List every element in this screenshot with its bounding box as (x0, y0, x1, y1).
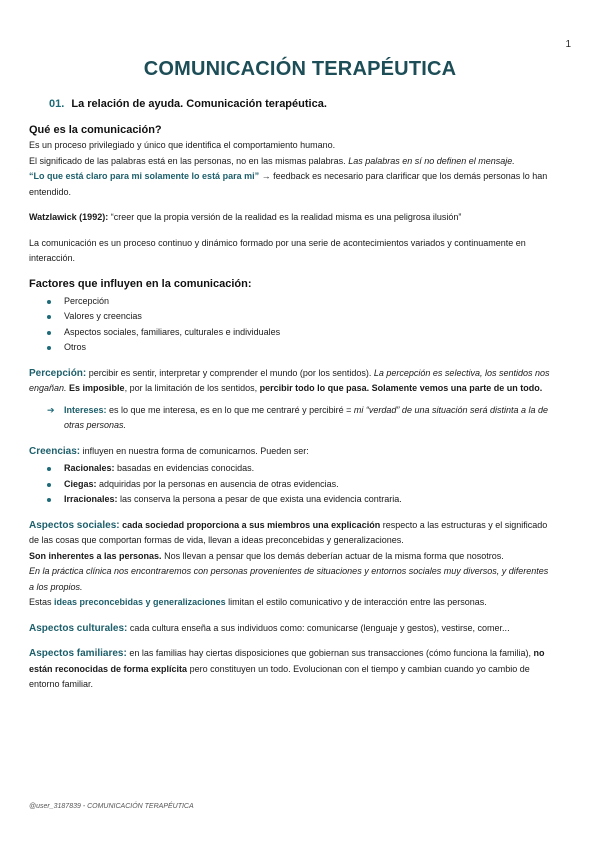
process-paragraph: La comunicación es un proceso continuo y dinámico formado por una serie de acontecimientos variados y continuamente en interacción. (29, 237, 526, 263)
factores-heading: Factores que influyen en la comunicación: (29, 277, 252, 290)
arrow-right-icon: ➔ (47, 404, 55, 415)
page-title: COMUNICACIÓN TERAPÉUTICA (143, 58, 457, 80)
list-item (29, 492, 550, 508)
sociales-label: Aspectos sociales: (29, 519, 120, 531)
document-body (29, 96, 550, 693)
sociales-line2 (29, 549, 550, 565)
que-es-line2 (29, 154, 550, 170)
sociales-text3a: Estas (29, 597, 55, 607)
watzlawick-author: Watzlawick (1992): (29, 212, 109, 222)
sociales-teal: ideas preconcebidas y generalizaciones (54, 597, 226, 607)
section-label: La relación de ayuda. Comunicación terapéutica. (71, 98, 327, 110)
creencias-paragraph (29, 444, 550, 460)
list-item: Valores y creencias (29, 309, 550, 325)
sociales-paragraph (29, 518, 550, 549)
percepcion-italic: La percepción es selectiva, los sentidos nos engañan. (29, 367, 550, 393)
watzlawick-quote (29, 210, 550, 226)
sociales-bold2: Son inherentes a las personas. (29, 550, 162, 561)
list-item (29, 477, 550, 493)
percepcion-text1: percibir es sentir, interpretar y comprender el mundo (por los sentidos). (86, 367, 374, 378)
list-item: Percepción (29, 294, 550, 310)
quote-bold: “Lo que está claro para mi solamente lo está para mi” (29, 171, 260, 181)
que-es-heading: Qué es la comunicación? (29, 124, 162, 136)
familiares-text2: pero constituyen un todo. Evolucionan con el tiempo y cambian cuando yo cambio de entorno familiar. (29, 663, 530, 689)
intereses-italic: mi “verdad” de una situación será distinta a la de otras personas. (64, 404, 549, 430)
percepcion-bold2: percibir todo lo que pasa. Solamente vemos una parte de un todo. (259, 383, 543, 393)
culturales-label: Aspectos culturales: (29, 622, 128, 634)
factores-list (29, 294, 550, 356)
sociales-bold1: cada sociedad proporciona a sus miembros una explicación (119, 519, 381, 530)
list-item (29, 461, 550, 477)
intereses-item (29, 403, 550, 434)
creencia-label: Ciegas: (64, 478, 97, 489)
que-es-line1: Es un proceso privilegiado y único que identifica el comportamiento humano. (29, 140, 336, 150)
culturales-paragraph (29, 621, 550, 637)
creencias-label: Creencias: (29, 445, 81, 457)
sociales-italic: En la práctica clínica nos encontraremos con personas provenientes de situaciones y entornos sociales muy diversos, y diferentes a los propios. (29, 566, 549, 592)
percepcion-text2: , por la limitación de los sentidos, (124, 383, 260, 393)
que-es-line2-text: El significado de las palabras está en las personas, no en las mismas palabras. (29, 155, 349, 166)
familiares-bold: no están reconocidas de forma explícita (29, 648, 545, 674)
creencia-label: Racionales: (64, 463, 115, 473)
que-es-line2-italic: Las palabras en sí no definen el mensaje. (348, 155, 515, 166)
familiares-paragraph (29, 646, 550, 693)
familiares-text1: en las familias hay ciertas disposiciones que gobiernan sus transacciones (cómo funciona la familia), (126, 648, 534, 658)
quote-rest: → feedback es necesario para clarificar que los demás personas lo han entendido. (29, 171, 548, 197)
que-es-quote (29, 169, 550, 200)
page-footer: @user_3187839 - COMUNICACIÓN TERAPÉUTICA (29, 803, 194, 810)
intereses-text: es lo que me interesa, es en lo que me centraré y percibiré = (106, 404, 354, 415)
creencias-text: influyen en nuestra forma de comunicarnos. Pueden ser: (80, 445, 309, 456)
creencia-text: basadas en evidencias conocidas. (114, 463, 255, 473)
section-number: 01. (49, 98, 65, 110)
intereses-label: Intereses: (64, 404, 107, 415)
sociales-text2: Nos llevan a pensar que los demás deberían actuar de la misma forma que nosotros. (161, 550, 504, 561)
creencia-text: las conserva la persona a pesar de que exista una evidencia contraria. (117, 494, 402, 504)
page-number: 1 (565, 39, 571, 50)
watzlawick-text: “creer que la propia versión de la realidad es la realidad misma es una peligrosa ilusión” (108, 212, 462, 222)
sociales-text3b: limitan el estilo comunicativo y de interacción entre las personas. (225, 597, 487, 607)
percepcion-paragraph (29, 366, 550, 397)
sociales-text1: respecto a las estructuras y el significado de las cosas que comportan formas de vida, llevan a ideas preconcebidas y generalizaciones. (29, 519, 548, 545)
sociales-line3 (29, 595, 550, 611)
familiares-label: Aspectos familiares: (29, 648, 127, 659)
creencia-label: Irracionales: (64, 494, 118, 504)
percepcion-bold1: Es imposible (69, 383, 125, 393)
creencia-text: adquiridas por la personas en ausencia de otras evidencias. (96, 478, 339, 489)
culturales-text: cada cultura enseña a sus individuos como: comunicarse (lenguaje y gestos), vestirse, comer... (127, 622, 510, 633)
percepcion-label: Percepción: (29, 367, 87, 379)
section-heading (49, 96, 550, 112)
creencias-list (29, 461, 550, 508)
list-item: Aspectos sociales, familiares, culturales e individuales (29, 325, 550, 341)
list-item: Otros (29, 340, 550, 356)
